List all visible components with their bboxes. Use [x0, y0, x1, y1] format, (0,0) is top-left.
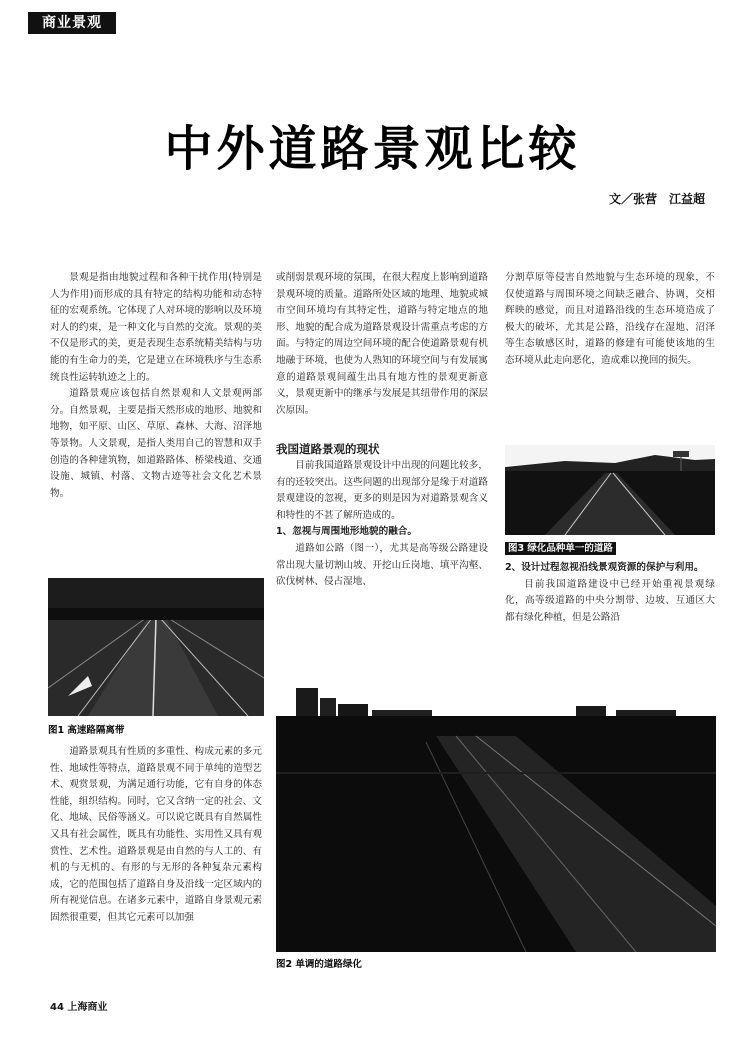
- subheading: 2、设计过程忽视沿线景观资源的保护与利用。: [505, 562, 704, 573]
- caption-text: 图2 单调的道路绿化: [276, 959, 362, 970]
- green-road-photo: [505, 445, 715, 535]
- section-tag: 商业景观: [28, 12, 116, 34]
- paragraph: 分割草原等侵害自然地貌与生态环境的现象，不仅使道路与周围环境之间缺乏融合、协调，交相辉映的感觉，而且对道路沿线的生态环境造成了极大的破坏，尤其是公路，沿线存在湿地、沼泽等生态敏感区时，道路的修建有可能使该地的生态环境从此走向恶化，造成难以挽回的损失。: [505, 272, 715, 366]
- column-1-top: [50, 270, 262, 502]
- subheading: 1、忽视与周围地形地貌的融合。: [276, 526, 417, 538]
- figure-3-caption: [505, 540, 616, 554]
- paragraph: 景观是指由地貌过程和各种干扰作用(特别是人为作用)而形成的具有特定的结构功能和动态特征的宏观系统。它体现了人对环境的影响以及环境对人的约束，是一种文化与自然的交流。景观的美不仅是形式的美，更是表现生态系统精美结构与功能的有生命力的美，它是建立在环境秩序与生态系统良性运转轨迹之上的。: [50, 272, 262, 383]
- column-3-continued: [505, 560, 715, 626]
- figure-2-photo: [276, 676, 716, 952]
- paragraph: 道路如公路（图一），尤其是高等级公路建设常出现大量切割山坡、开挖山丘岗地、填平沟壑、砍伐树林、侵占湿地、: [276, 542, 488, 588]
- paragraph: 或削弱景观环境的氛围，在很大程度上影响到道路景观环境的质量。道路所处区域的地理、地貌或城市空间环境均有其特定性，道路与特定地点的地形、地貌的配合成为道路景观设计需重点考虑的方面。与特定的周边空间环境的配合使道路景观有机地融于环境，也使为人熟知的环境空间与有发展寓意的道路景观间蕴生出具有地方性的景观更新意义，景观更新中的继承与发展是其纽带作用的深层次原因。: [276, 272, 488, 416]
- paragraph: 目前我国道路建设中已经开始重视景观绿化，高等级道路的中央分割带、边坡、互通区大都有绿化种植，但是公路沿: [505, 578, 715, 623]
- section-heading: 我国道路景观的现状: [276, 442, 380, 457]
- paragraph: 道路景观具有性质的多重性、构成元素的多元性、地域性等特点，道路景观不同于单纯的造型艺术、观赏景观，为满足通行功能，它有自身的体态性能，组织结构。同时，它又含纳一定的社会、文化、地域、民俗等涵义。可以说它既具有自然属性又具有社会属性，既具有功能性、实用性又具有观赏性、艺术性。道路景观是由自然的与人工的、有机的与无机的、有形的与无形的各种复杂元素构成，它的范围包括了道路自身及沿线一定区域内的所有视觉信息。在诸多元素中，道路自身景观元素固然很重要，但其它元素可以加强: [50, 746, 262, 923]
- city-road-photo: [276, 676, 716, 952]
- caption-text: 图1 高速路隔离带: [48, 725, 125, 736]
- caption-text: 图3 绿化品种单一的道路: [505, 542, 616, 555]
- byline: 文／张营 江益超: [608, 192, 705, 206]
- column-3: [505, 270, 715, 370]
- paragraph: 道路景观应该包括自然景观和人文景观两部分。自然景观，主要是指天然形成的地形、地貌和地物，如平原、山区、草原、森林、大海、沼泽地等景物。人文景观，是指人类用自己的智慧和双手创造的各种建筑物，如道路路体、桥梁栈道、交通设施、城镇、村落、文物古迹等社会文化艺术景物。: [50, 388, 262, 499]
- figure-1-photo: [48, 578, 264, 716]
- article-title: 中外道路景观比较: [164, 121, 581, 177]
- column-1-bottom: [50, 744, 262, 927]
- column-2: [276, 270, 488, 591]
- page-footer: 44 上海商业: [50, 1002, 108, 1013]
- figure-1-caption: [48, 722, 124, 736]
- paragraph: 目前我国道路景观设计中出现的问题比较多，有的还较突出。这些问题的出现部分是缘于对道路景观建设的忽视，更多的则是因为对道路景观含义和特性的不甚了解所造成的。: [276, 459, 488, 521]
- figure-3-photo: [505, 445, 715, 535]
- highway-photo: [48, 578, 264, 716]
- figure-2-caption: [276, 956, 362, 970]
